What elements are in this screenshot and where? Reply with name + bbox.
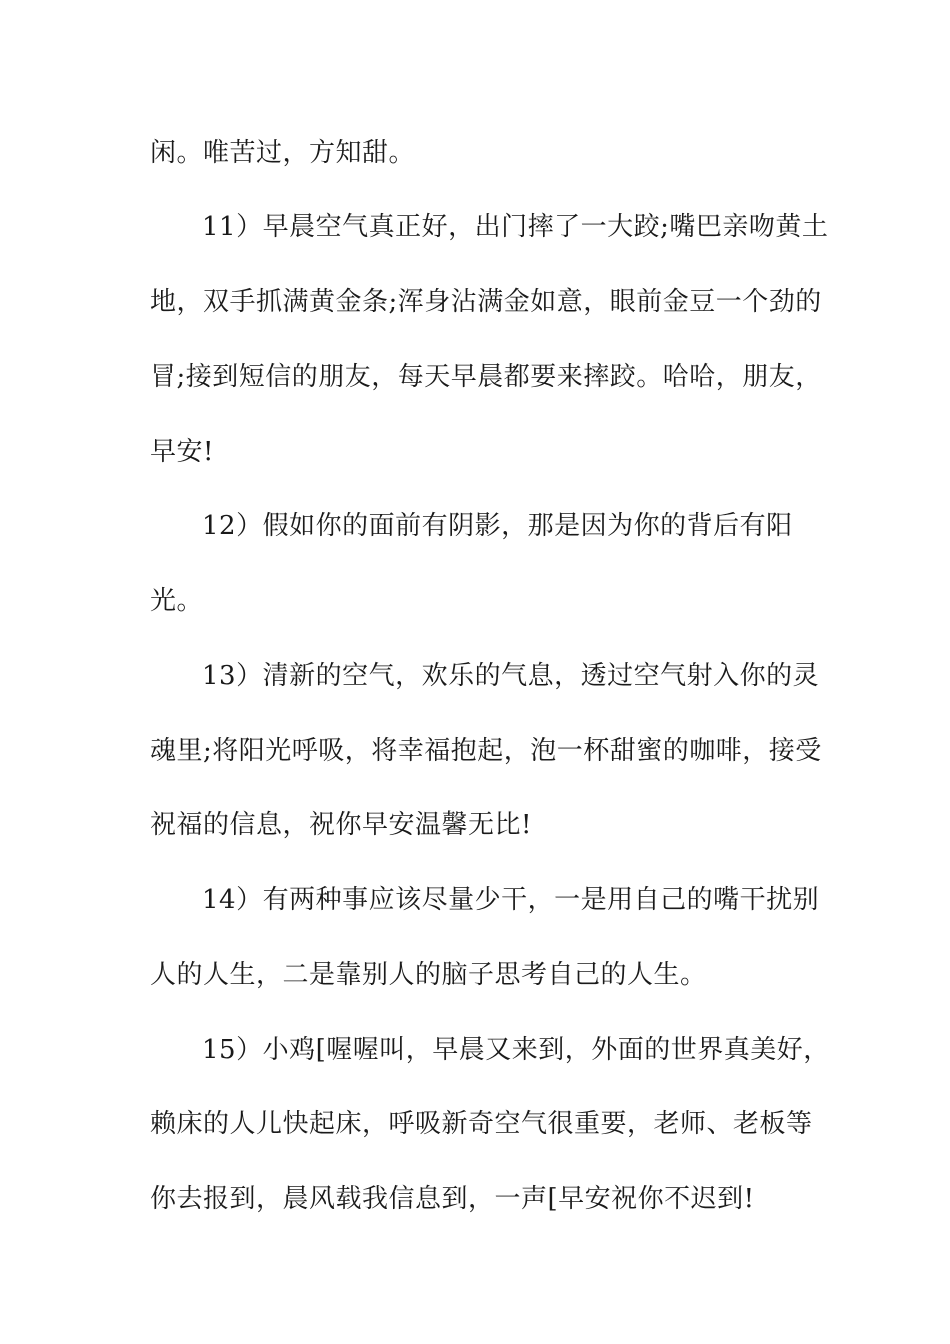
text-line: 15）小鸡[喔喔叫，早晨又来到，外面的世界真美好， (202, 1035, 830, 1065)
text-line: 冒;接到短信的朋友，每天早晨都要来摔跤。哈哈，朋友， (150, 362, 822, 392)
text-line: 人的人生，二是靠别人的脑子思考自己的人生。 (150, 960, 707, 990)
text-line: 地，双手抓满黄金条;浑身沾满金如意，眼前金豆一个劲的 (150, 287, 822, 317)
text-line: 祝福的信息，祝你早安温馨无比! (150, 810, 532, 840)
text-line: 光。 (150, 586, 204, 616)
text-line: 你去报到，晨风载我信息到，一声[早安祝你不迟到! (150, 1184, 755, 1214)
text-line: 12）假如你的面前有阴影，那是因为你的背后有阳 (202, 511, 793, 541)
text-line: 13）清新的空气，欢乐的气息，透过空气射入你的灵 (202, 661, 820, 691)
text-line: 早安! (150, 437, 214, 467)
text-line: 14）有两种事应该尽量少干，一是用自己的嘴干扰别 (202, 885, 820, 915)
text-line: 闲。唯苦过，方知甜。 (150, 138, 416, 168)
text-line: 11）早晨空气真正好，出门摔了一大跤;嘴巴亲吻黄土 (202, 212, 829, 242)
text-line: 魂里;将阳光呼吸，将幸福抱起，泡一杯甜蜜的咖啡，接受 (150, 736, 822, 766)
text-line: 赖床的人儿快起床，呼吸新奇空气很重要，老师、老板等 (150, 1109, 813, 1139)
